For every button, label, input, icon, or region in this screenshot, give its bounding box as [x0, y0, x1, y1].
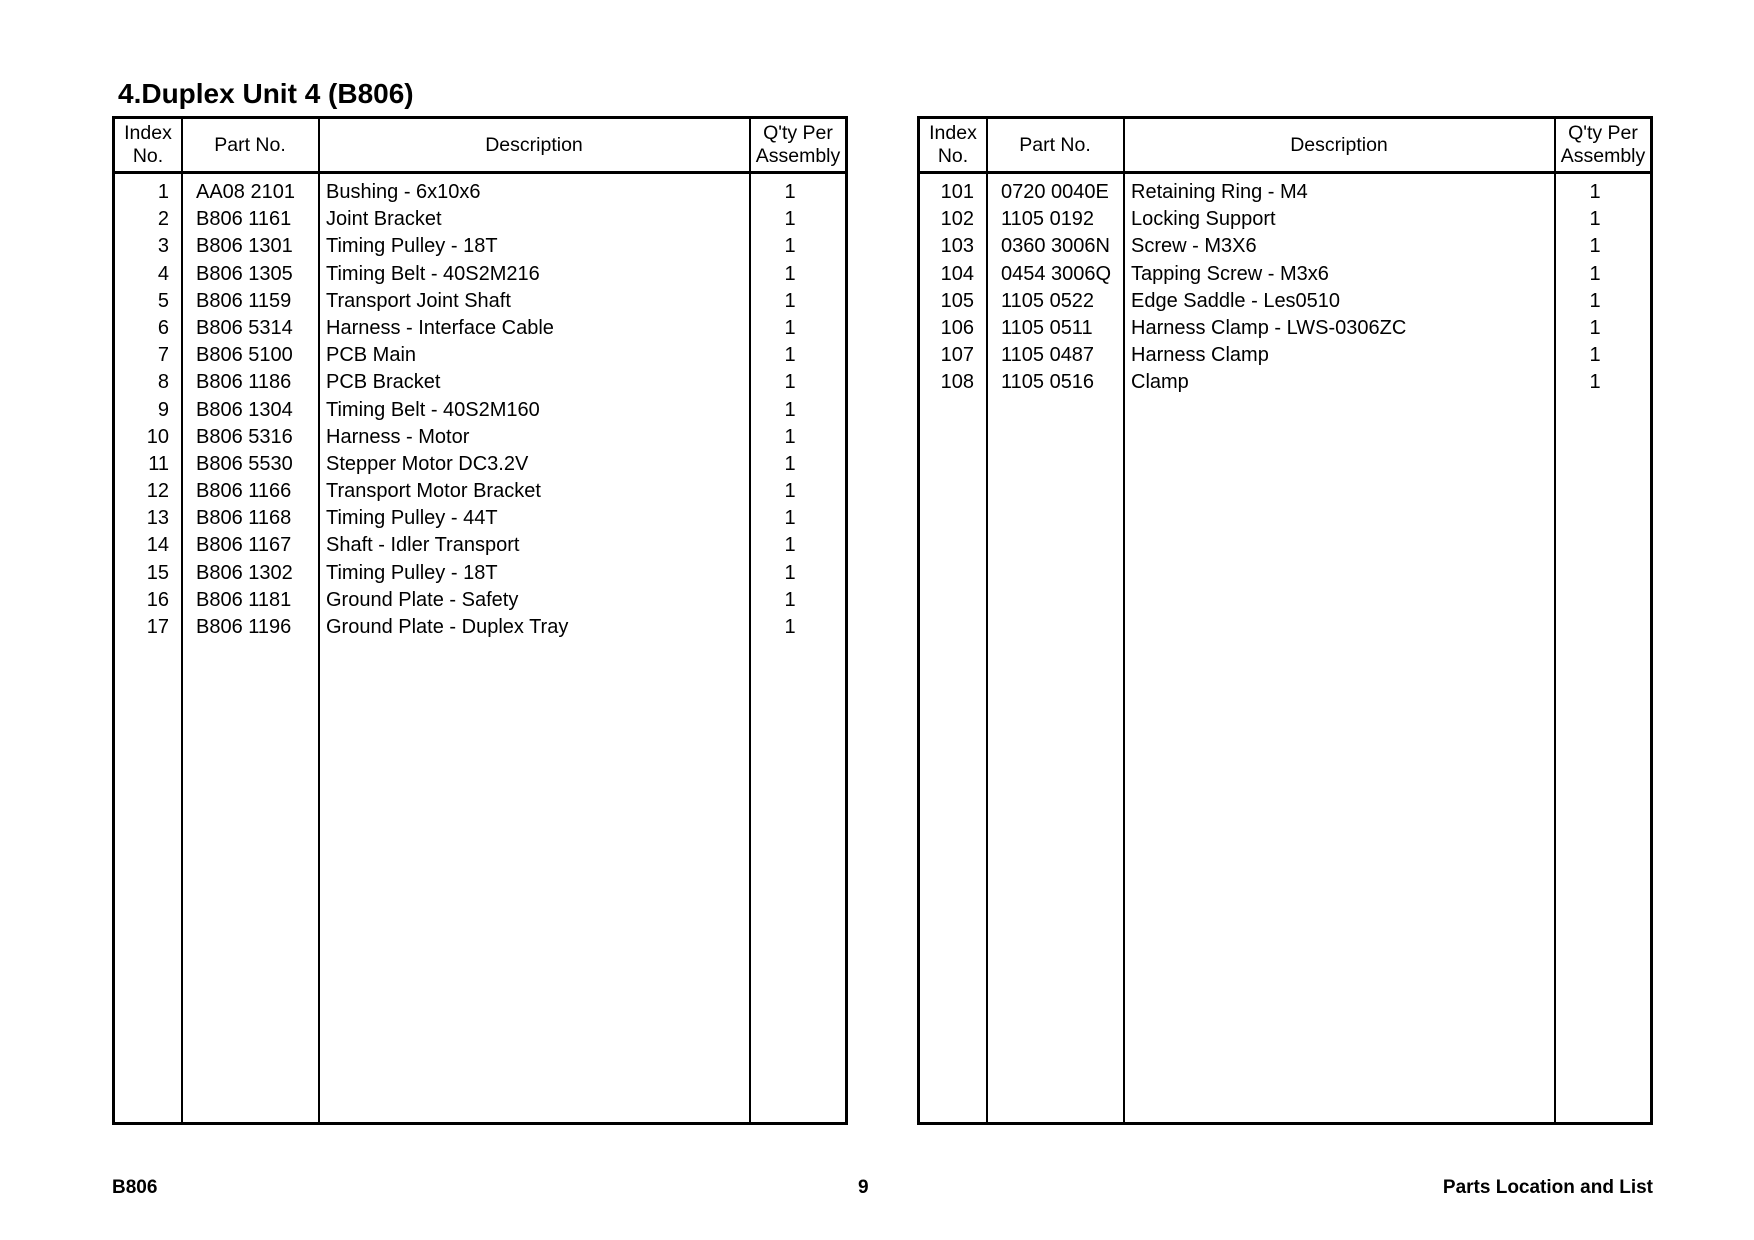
part-no-cell: B806 5316: [196, 425, 293, 448]
table-body: [920, 179, 1650, 397]
index-cell: 13: [146, 507, 169, 530]
header-qty-line1: Q'ty Per: [1568, 122, 1638, 144]
table-row: [115, 342, 845, 369]
header-index: [115, 119, 181, 171]
part-no-cell: B806 1305: [196, 262, 293, 285]
table-row: [115, 261, 845, 288]
description-cell: Screw - M3X6: [1131, 235, 1257, 258]
table-row: [920, 261, 1650, 288]
table-row: [920, 315, 1650, 342]
table-row: [115, 315, 845, 342]
part-no-cell: B806 1167: [196, 534, 292, 557]
header-part-no: [182, 119, 318, 171]
qty-cell: 1: [784, 316, 796, 339]
part-no-cell: 1105 0522: [1001, 289, 1095, 312]
part-no-cell: 1105 0516: [1001, 371, 1095, 394]
description-cell: Harness Clamp: [1131, 344, 1269, 367]
footer-model: B806: [112, 1177, 158, 1198]
description-cell: Timing Belt - 40S2M216: [326, 262, 540, 285]
parts-table-left: [112, 116, 848, 1125]
table-row: [115, 560, 845, 587]
header-qty-line2: Assembly: [1560, 145, 1646, 167]
index-cell: 16: [146, 588, 169, 611]
index-cell: 14: [146, 534, 169, 557]
parts-table-right: [917, 116, 1653, 1125]
qty-cell: 1: [784, 344, 796, 367]
index-cell: 12: [146, 480, 169, 503]
description-cell: Bushing - 6x10x6: [326, 181, 481, 203]
index-cell: 17: [146, 616, 169, 638]
part-no-cell: B806 1159: [196, 289, 292, 312]
header-part-no: [987, 119, 1123, 171]
part-no-cell: B806 5530: [196, 452, 293, 475]
qty-cell: 1: [784, 425, 796, 448]
page-title: 4.Duplex Unit 4 (B806): [118, 78, 414, 109]
description-cell: Ground Plate - Safety: [326, 588, 519, 611]
header-qty-line2: Assembly: [755, 145, 841, 167]
description-cell: Harness Clamp - LWS-0306ZC: [1131, 316, 1407, 339]
table-row: [920, 179, 1650, 206]
index-cell: 101: [940, 181, 974, 203]
header-rule: [920, 171, 1650, 174]
index-cell: 108: [940, 371, 974, 394]
table-row: [115, 288, 845, 315]
part-no-cell: B806 1301: [196, 235, 293, 258]
index-cell: 104: [940, 262, 974, 285]
qty-cell: 1: [1589, 262, 1601, 285]
description-cell: Ground Plate - Duplex Tray: [326, 616, 569, 638]
table-row: [920, 369, 1650, 396]
description-cell: Timing Belt - 40S2M160: [326, 398, 540, 421]
qty-cell: 1: [1589, 371, 1601, 394]
footer-section-title: Parts Location and List: [1442, 1177, 1653, 1198]
description-cell: Shaft - Idler Transport: [326, 534, 520, 557]
description-cell: Harness - Motor: [326, 425, 470, 448]
table-row: [115, 614, 845, 641]
qty-cell: 1: [1589, 344, 1601, 367]
qty-cell: 1: [784, 452, 796, 475]
description-cell: Timing Pulley - 18T: [326, 561, 498, 584]
index-cell: 103: [940, 235, 974, 258]
qty-cell: 1: [784, 588, 796, 611]
description-cell: Tapping Screw - M3x6: [1131, 262, 1329, 285]
description-cell: Timing Pulley - 18T: [326, 235, 498, 258]
header-qty: [1555, 119, 1651, 171]
part-no-cell: 1105 0192: [1001, 208, 1095, 231]
description-cell: Stepper Motor DC3.2V: [326, 452, 529, 475]
header-index-line2: No.: [132, 145, 164, 167]
description-cell: Transport Motor Bracket: [326, 480, 541, 503]
qty-cell: 1: [784, 398, 796, 421]
part-no-cell: 0360 3006N: [1001, 235, 1110, 258]
index-cell: 9: [157, 398, 169, 421]
table-row: [115, 532, 845, 559]
table-body: [115, 179, 845, 641]
qty-cell: 1: [1589, 181, 1601, 203]
header-part-no-label: Part No.: [214, 133, 286, 156]
header-description-label: Description: [485, 133, 583, 156]
description-cell: Harness - Interface Cable: [326, 316, 554, 339]
index-cell: 4: [157, 262, 169, 285]
qty-cell: 1: [784, 507, 796, 530]
qty-cell: 1: [784, 534, 796, 557]
index-cell: 6: [157, 316, 169, 339]
qty-cell: 1: [1589, 289, 1601, 312]
part-no-cell: B806 5314: [196, 316, 293, 339]
part-no-cell: B806 1166: [196, 480, 292, 503]
part-no-cell: B806 1304: [196, 398, 293, 421]
qty-cell: 1: [784, 616, 796, 638]
table-row: [115, 478, 845, 505]
header-index-line1: Index: [124, 122, 172, 144]
header-index-line2: No.: [937, 145, 969, 167]
table-row: [115, 179, 845, 206]
index-cell: 5: [157, 289, 169, 312]
footer-page-number: 9: [858, 1177, 869, 1198]
part-no-cell: B806 1168: [196, 507, 292, 530]
qty-cell: 1: [784, 235, 796, 258]
qty-cell: 1: [1589, 316, 1601, 339]
header-index: [920, 119, 986, 171]
table-row: [115, 424, 845, 451]
qty-cell: 1: [1589, 235, 1601, 258]
index-cell: 107: [940, 344, 974, 367]
table-row: [115, 233, 845, 260]
index-cell: 8: [157, 371, 169, 394]
part-no-cell: B806 1161: [196, 208, 292, 231]
description-cell: Timing Pulley - 44T: [326, 507, 498, 530]
header-rule: [115, 171, 845, 174]
header-description: [1124, 119, 1554, 171]
part-no-cell: 0720 0040E: [1001, 181, 1109, 203]
description-cell: Locking Support: [1131, 208, 1276, 231]
index-cell: 1: [157, 181, 169, 203]
index-cell: 11: [148, 452, 169, 475]
table-row: [920, 342, 1650, 369]
description-cell: Edge Saddle - Les0510: [1131, 289, 1341, 312]
description-cell: PCB Bracket: [326, 371, 441, 394]
table-row: [920, 206, 1650, 233]
index-cell: 105: [940, 289, 974, 312]
qty-cell: 1: [784, 181, 796, 203]
part-no-cell: 1105 0511: [1001, 316, 1093, 339]
header-qty: [750, 119, 846, 171]
qty-cell: 1: [784, 561, 796, 584]
part-no-cell: B806 1181: [196, 588, 292, 611]
header-description: [319, 119, 749, 171]
description-cell: PCB Main: [326, 344, 417, 367]
header-qty-line1: Q'ty Per: [763, 122, 833, 144]
table-row: [115, 451, 845, 478]
header-description-label: Description: [1290, 133, 1388, 156]
part-no-cell: AA08 2101: [196, 181, 295, 203]
description-cell: Joint Bracket: [326, 208, 442, 231]
part-no-cell: 1105 0487: [1001, 344, 1095, 367]
index-cell: 7: [157, 344, 169, 367]
table-row: [115, 397, 845, 424]
index-cell: 10: [146, 425, 169, 448]
index-cell: 106: [940, 316, 974, 339]
qty-cell: 1: [1589, 208, 1601, 231]
part-no-cell: B806 1302: [196, 561, 293, 584]
description-cell: Retaining Ring - M4: [1131, 181, 1308, 203]
qty-cell: 1: [784, 289, 796, 312]
part-no-cell: B806 5100: [196, 344, 293, 367]
header-index-line1: Index: [929, 122, 977, 144]
index-cell: 3: [157, 235, 169, 258]
table-row: [115, 587, 845, 614]
part-no-cell: B806 1186: [196, 371, 292, 394]
header-part-no-label: Part No.: [1019, 133, 1091, 156]
index-cell: 102: [940, 208, 974, 231]
qty-cell: 1: [784, 262, 796, 285]
qty-cell: 1: [784, 480, 796, 503]
table-row: [920, 233, 1650, 260]
table-row: [115, 505, 845, 532]
part-no-cell: B806 1196: [196, 616, 292, 638]
qty-cell: 1: [784, 208, 796, 231]
table-row: [115, 369, 845, 396]
qty-cell: 1: [784, 371, 796, 394]
index-cell: 2: [157, 208, 169, 231]
description-cell: Clamp: [1131, 371, 1189, 394]
description-cell: Transport Joint Shaft: [326, 289, 511, 312]
table-row: [920, 288, 1650, 315]
table-row: [115, 206, 845, 233]
index-cell: 15: [146, 561, 169, 584]
part-no-cell: 0454 3006Q: [1001, 262, 1112, 285]
